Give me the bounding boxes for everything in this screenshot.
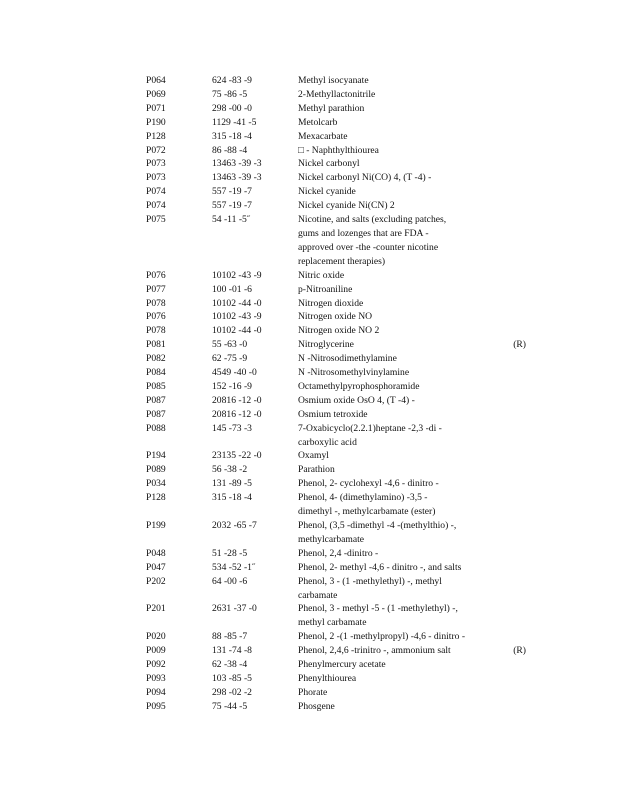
substance-name-cell [298, 422, 526, 450]
substance-name: Phenol, 3 - methyl -5 - (1 -methylethyl) -, methyl carbamate [298, 603, 458, 629]
substance-name-cell [298, 283, 526, 297]
cas-number: 55 -63 -0 [212, 339, 248, 351]
cas-number: 131 -74 -8 [212, 645, 252, 657]
substance-name-cell [298, 449, 526, 463]
list-item [146, 213, 526, 269]
waste-code: P092 [146, 659, 166, 671]
cas-number: 20816 -12 -0 [212, 408, 262, 420]
cas-number: 20816 -12 -0 [212, 394, 262, 406]
list-item [146, 658, 526, 672]
substance-name: Parathion [298, 464, 335, 476]
list-item [146, 408, 526, 422]
substance-name-cell [298, 310, 526, 324]
waste-code: P048 [146, 547, 166, 559]
list-item [146, 630, 526, 644]
list-item [146, 199, 526, 213]
cas-number: 62 -38 -4 [212, 659, 248, 671]
substance-name-cell [298, 74, 526, 88]
substance-name-cell [298, 144, 526, 158]
list-item [146, 352, 526, 366]
waste-code: P081 [146, 339, 166, 351]
list-item [146, 74, 526, 88]
list-item [146, 644, 526, 658]
waste-code: P095 [146, 700, 166, 712]
cas-number: 145 -73 -3 [212, 422, 252, 434]
waste-code: P087 [146, 408, 166, 420]
list-item [146, 338, 526, 352]
list-item [146, 686, 526, 700]
list-item [146, 88, 526, 102]
substance-name-cell [298, 199, 526, 213]
list-item [146, 422, 526, 450]
substance-name-cell [298, 672, 526, 686]
substance-name-cell [298, 575, 526, 603]
substance-name: Mexacarbate [298, 130, 348, 142]
substance-name: N -Nitrosodimethylamine [298, 353, 397, 365]
substance-name-cell [298, 630, 526, 644]
substance-name: 7-Oxabicyclo(2.2.1)heptane -2,3 -di - carboxylic acid [298, 422, 442, 448]
waste-code: P069 [146, 88, 166, 100]
cas-number: 103 -85 -5 [212, 672, 252, 684]
substance-name: Nickel cyanide Ni(CN) 2 [298, 200, 395, 212]
substance-name-cell [298, 644, 526, 658]
cas-number: 13463 -39 -3 [212, 172, 262, 184]
list-item [146, 672, 526, 686]
substance-name-cell [298, 519, 526, 547]
cas-number: 315 -18 -4 [212, 130, 252, 142]
substance-name-cell [298, 491, 526, 519]
waste-code: P085 [146, 380, 166, 392]
waste-code: P082 [146, 353, 166, 365]
substance-name: Phenol, 2,4 -dinitro - [298, 547, 379, 559]
list-item [146, 310, 526, 324]
cas-number: 534 -52 -1˝ [212, 561, 256, 573]
substance-name: Osmium tetroxide [298, 408, 368, 420]
substance-name: Phenol, 4- (dimethylamino) -3,5 - dimethyl -, methylcarbamate (ester) [298, 492, 436, 518]
cas-number: 1129 -41 -5 [212, 116, 257, 128]
substance-name-cell [298, 130, 526, 144]
substance-name: Phenol, 2,4,6 -trinitro -, ammonium salt [298, 645, 451, 657]
substance-name-cell [298, 477, 526, 491]
substance-name: Nickel carbonyl [298, 158, 360, 170]
substance-name: Methyl parathion [298, 102, 365, 114]
substance-name: Phenol, 3 - (1 -methylethyl) -, methyl carbamate [298, 575, 442, 601]
waste-code: P064 [146, 75, 166, 86]
cas-number: 557 -19 -7 [212, 200, 252, 212]
cas-number: 75 -44 -5 [212, 700, 248, 712]
substance-name: Phosgene [298, 700, 335, 712]
waste-code: P094 [146, 686, 166, 698]
waste-code: P071 [146, 102, 166, 114]
cas-number: 10102 -43 -9 [212, 269, 262, 281]
substance-name: Oxamyl [298, 450, 329, 462]
substance-name: 2-Methyllactonitrile [298, 88, 376, 100]
waste-code: P047 [146, 561, 166, 573]
substance-name: Phenylthiourea [298, 672, 357, 684]
waste-code: P202 [146, 575, 166, 587]
substance-name-cell [298, 352, 526, 366]
cas-number: 131 -89 -5 [212, 478, 252, 490]
list-item [146, 561, 526, 575]
list-item [146, 491, 526, 519]
substance-name: Phorate [298, 686, 328, 698]
substance-name-cell [298, 561, 526, 575]
substance-name-cell [298, 700, 526, 714]
list-item [146, 102, 526, 116]
cas-number: 4549 -40 -0 [212, 367, 257, 379]
substance-name: Osmium oxide OsO 4, (T -4) - [298, 394, 415, 406]
cas-number: 23135 -22 -0 [212, 450, 262, 462]
substance-name-cell [298, 213, 526, 269]
cas-number: 88 -85 -7 [212, 631, 248, 643]
list-item [146, 380, 526, 394]
substance-name-cell [298, 463, 526, 477]
cas-number: 10102 -43 -9 [212, 311, 262, 323]
list-item [146, 324, 526, 338]
cas-number: 100 -01 -6 [212, 283, 252, 295]
list-item [146, 366, 526, 380]
waste-code: P034 [146, 478, 166, 490]
list-item [146, 477, 526, 491]
waste-code: P020 [146, 631, 166, 643]
cas-number: 2631 -37 -0 [212, 603, 257, 615]
waste-code: P199 [146, 520, 166, 531]
substance-name-cell [298, 116, 526, 130]
cas-number: 2032 -65 -7 [212, 520, 257, 531]
waste-code: P077 [146, 283, 166, 295]
waste-code: P073 [146, 158, 166, 170]
substance-name-cell [298, 602, 526, 630]
waste-code: P201 [146, 603, 166, 615]
list-item [146, 547, 526, 561]
substance-name-cell [298, 269, 526, 283]
cas-number: 86 -88 -4 [212, 144, 248, 156]
substance-name-cell [298, 88, 526, 102]
substance-name: □ - Naphthylthiourea [298, 144, 379, 156]
substance-name: Methyl isocyanate [298, 75, 369, 86]
waste-code: P074 [146, 200, 166, 212]
substance-name-cell [298, 324, 526, 338]
cas-number: 557 -19 -7 [212, 186, 252, 198]
substance-name: Nitroglycerine [298, 339, 354, 351]
waste-code: P076 [146, 311, 166, 323]
substance-name: Nickel carbonyl Ni(CO) 4, (T -4) - [298, 172, 432, 184]
waste-code: P072 [146, 144, 166, 156]
list-item [146, 449, 526, 463]
waste-code: P078 [146, 325, 166, 337]
list-item [146, 144, 526, 158]
waste-code: P190 [146, 116, 166, 128]
waste-code: P087 [146, 394, 166, 406]
substance-name: Nicotine, and salts (excluding patches, gums and lozenges that are FDA - approved over -the -counter nicotine replacement therapies) [298, 214, 447, 267]
waste-code: P078 [146, 297, 166, 309]
substance-name: Phenol, 2 -(1 -methylpropyl) -4,6 - dinitro - [298, 631, 466, 643]
substance-name-cell [298, 380, 526, 394]
substance-name-cell [298, 171, 526, 185]
substance-name-cell [298, 185, 526, 199]
list-item [146, 602, 526, 630]
substance-name-cell [298, 102, 526, 116]
waste-code: P073 [146, 172, 166, 184]
cas-number: 75 -86 -5 [212, 88, 248, 100]
waste-code: P084 [146, 367, 166, 379]
cas-number: 315 -18 -4 [212, 492, 252, 504]
list-item [146, 700, 526, 714]
cas-number: 62 -75 -9 [212, 353, 248, 365]
reactivity-mark: (R) [513, 645, 526, 657]
waste-code: P093 [146, 672, 166, 684]
list-item [146, 575, 526, 603]
waste-code: P074 [146, 186, 166, 198]
list-item [146, 519, 526, 547]
waste-code: P076 [146, 269, 166, 281]
list-item [146, 171, 526, 185]
list-item [146, 463, 526, 477]
substance-name: Phenol, 2- methyl -4,6 - dinitro -, and salts [298, 561, 462, 573]
substance-name: N -Nitrosomethylvinylamine [298, 367, 410, 379]
waste-code: P009 [146, 645, 166, 657]
waste-code: P194 [146, 450, 166, 462]
cas-number: 13463 -39 -3 [212, 158, 262, 170]
list-item [146, 297, 526, 311]
waste-code: P075 [146, 214, 166, 226]
waste-code-list [146, 74, 526, 714]
cas-number: 56 -38 -2 [212, 464, 248, 476]
list-item [146, 130, 526, 144]
waste-code: P128 [146, 492, 166, 504]
substance-name-cell [298, 547, 526, 561]
waste-code: P088 [146, 422, 166, 434]
substance-name: Phenol, 2- cyclohexyl -4,6 - dinitro - [298, 478, 439, 490]
reactivity-mark: (R) [513, 339, 526, 351]
cas-number: 10102 -44 -0 [212, 325, 262, 337]
substance-name-cell [298, 408, 526, 422]
list-item [146, 269, 526, 283]
waste-code: P128 [146, 130, 166, 142]
cas-number: 10102 -44 -0 [212, 297, 262, 309]
cas-number: 624 -83 -9 [212, 75, 252, 86]
substance-name-cell [298, 297, 526, 311]
substance-name: p-Nitroaniline [298, 283, 353, 295]
substance-name: Nickel cyanide [298, 186, 356, 198]
substance-name: Octamethylpyrophosphoramide [298, 380, 420, 392]
list-item [146, 394, 526, 408]
cas-number: 54 -11 -5˝ [212, 214, 251, 226]
cas-number: 64 -00 -6 [212, 575, 248, 587]
cas-number: 298 -02 -2 [212, 686, 252, 698]
cas-number: 152 -16 -9 [212, 380, 252, 392]
substance-name-cell [298, 686, 526, 700]
substance-name: Nitrogen oxide NO 2 [298, 325, 380, 337]
substance-name-cell [298, 338, 526, 352]
cas-number: 51 -28 -5 [212, 547, 248, 559]
substance-name-cell [298, 658, 526, 672]
substance-name: Phenol, (3,5 -dimethyl -4 -(methylthio) -, methylcarbamate [298, 520, 457, 545]
cas-number: 298 -00 -0 [212, 102, 252, 114]
substance-name: Nitrogen oxide NO [298, 311, 373, 323]
waste-code: P089 [146, 464, 166, 476]
substance-name-cell [298, 366, 526, 380]
list-item [146, 116, 526, 130]
list-item [146, 157, 526, 171]
substance-name: Phenylmercury acetate [298, 659, 386, 671]
substance-name: Nitrogen dioxide [298, 297, 364, 309]
list-item [146, 185, 526, 199]
list-item [146, 283, 526, 297]
substance-name: Metolcarb [298, 116, 338, 128]
substance-name-cell [298, 157, 526, 171]
substance-name: Nitric oxide [298, 269, 345, 281]
substance-name-cell [298, 394, 526, 408]
